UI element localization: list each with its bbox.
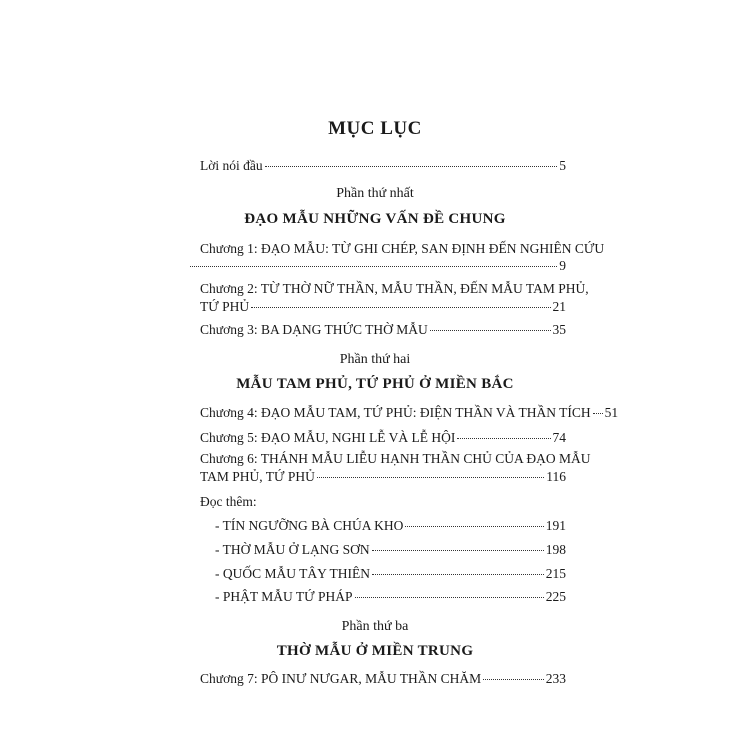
toc-entry-chapter-2-cont: [200, 299, 566, 315]
toc-entry-further-1[interactable]: [215, 518, 566, 534]
toc-entry-further-2[interactable]: [215, 542, 566, 558]
page-number: 191: [545, 518, 566, 533]
dot-leader: [593, 413, 603, 414]
page-number: 21: [552, 299, 566, 314]
toc-title: MỤC LỤC: [328, 118, 422, 139]
dot-leader: [430, 330, 551, 331]
part-title: THỜ MẪU Ở MIỀN TRUNG: [276, 643, 474, 659]
dot-leader: [372, 574, 544, 575]
page-number: 9: [559, 258, 566, 273]
dot-leader: [190, 266, 557, 267]
page-number: 116: [546, 469, 566, 484]
toc-entry-foreword[interactable]: [200, 158, 566, 174]
dot-leader: [317, 477, 544, 478]
toc-entry-chapter-6[interactable]: Chương 6: THÁNH MẪU LIỄU HẠNH THẦN CHỦ CỦA ĐẠO MẪU: [200, 451, 591, 466]
entry-label: - PHẬT MẪU TỨ PHÁP: [215, 589, 353, 604]
entry-label: - TÍN NGƯỠNG BÀ CHÚA KHO: [215, 518, 404, 533]
toc-entry-chapter-5[interactable]: [200, 430, 566, 446]
part-label: Phần thứ ba: [341, 619, 409, 634]
entry-label: Chương 4: ĐẠO MẪU TAM, TỨ PHỦ: ĐIỆN THẦN VÀ THẦN TÍCH: [200, 405, 591, 420]
dot-leader: [355, 597, 544, 598]
toc-entry-chapter-3[interactable]: [200, 322, 566, 338]
page-number: 5: [559, 158, 566, 173]
dot-leader: [405, 526, 543, 527]
part-label: Phần thứ nhất: [336, 186, 414, 201]
dot-leader: [251, 307, 550, 308]
entry-label: TỨ PHỦ: [200, 299, 250, 314]
page-number: 198: [545, 542, 566, 557]
further-reading-heading: Đọc thêm:: [200, 494, 257, 509]
dot-leader: [483, 679, 544, 680]
entry-label: Lời nói đầu: [200, 158, 263, 173]
page-number: 225: [545, 589, 566, 604]
toc-entry-chapter-4[interactable]: [200, 405, 619, 421]
page-number: 74: [552, 430, 566, 445]
entry-label: - THỜ MẪU Ở LẠNG SƠN: [215, 542, 370, 557]
entry-label: Chương 5: ĐẠO MẪU, NGHI LỄ VÀ LỄ HỘI: [200, 430, 456, 445]
part-title: ĐẠO MẪU NHỮNG VẤN ĐỀ CHUNG: [244, 211, 506, 227]
entry-label: Chương 3: BA DẠNG THỨC THỜ MẪU: [200, 322, 428, 337]
toc-entry-chapter-2[interactable]: Chương 2: TỪ THỜ NỮ THẦN, MẪU THẦN, ĐẾN MẪU TAM PHỦ,: [200, 281, 589, 296]
toc-entry-further-4[interactable]: [215, 589, 566, 605]
entry-label: Chương 7: PÔ INƯ NƯGAR, MẪU THẦN CHĂM: [200, 671, 482, 686]
dot-leader: [265, 166, 558, 167]
page-number: 215: [545, 566, 566, 581]
page-number: 51: [604, 405, 619, 420]
part-label: Phần thứ hai: [339, 352, 411, 367]
page-number: 233: [545, 671, 566, 686]
toc-entry-chapter-7[interactable]: [200, 671, 566, 687]
entry-label: - QUỐC MẪU TÂY THIÊN: [215, 566, 370, 581]
dot-leader: [457, 438, 550, 439]
toc-entry-chapter-1[interactable]: Chương 1: ĐẠO MẪU: TỪ GHI CHÉP, SAN ĐỊNH ĐẾN NGHIÊN CỨU: [200, 241, 605, 256]
toc-entry-further-3[interactable]: [215, 566, 566, 582]
part-title: MẪU TAM PHỦ, TỨ PHỦ Ở MIỀN BẮC: [236, 376, 514, 392]
toc-entry-chapter-6-cont: [200, 469, 566, 485]
dot-leader: [372, 550, 544, 551]
toc-entry-chapter-1-leader: [190, 258, 566, 274]
page-number: 35: [552, 322, 566, 337]
entry-label: TAM PHỦ, TỨ PHỦ: [200, 469, 315, 484]
